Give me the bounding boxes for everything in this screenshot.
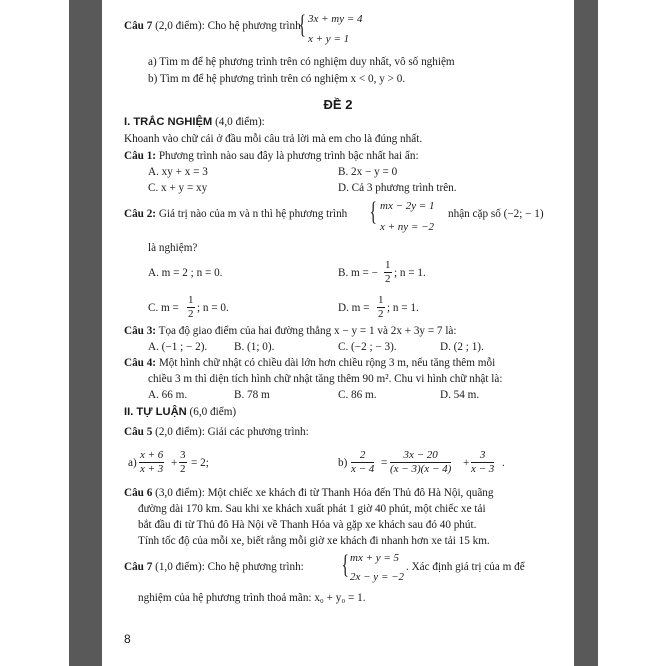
q2-option-b-suffix: ; n = 1. <box>394 267 426 279</box>
page-number: 8 <box>124 632 131 646</box>
q2-text: Giá trị nào của m và n thì hệ phương trình <box>156 208 348 220</box>
q2-option-c-fraction <box>187 294 195 321</box>
fraction-denominator: (x − 3)(x − 4) <box>390 463 452 475</box>
q2-option-c: C. m = <box>148 302 179 314</box>
fraction-denominator: x + 3 <box>140 463 164 475</box>
section1-heading <box>124 116 265 129</box>
document-page <box>102 0 574 666</box>
fraction-denominator: 2 <box>385 273 391 285</box>
brace-icon: { <box>369 197 377 226</box>
q6-line3: bắt đầu đi từ Thủ đô Hà Nội về Thanh Hóa và gặp xe khách sau đó 40 phút. <box>138 519 477 531</box>
q5-a-plus: + <box>171 457 178 469</box>
q5-b-equals: = <box>381 457 388 469</box>
q6-line4: Tính tốc độ của mỗi xe, biết rằng mỗi giờ xe khách đi nhanh hơn xe tải 15 km. <box>138 535 490 547</box>
q4-option-c: C. 86 m. <box>338 389 377 401</box>
prev-q7-label: Câu 7 <box>124 20 153 32</box>
q5-b-fraction3 <box>471 449 494 476</box>
q7-text: (1,0 điểm): Cho hệ phương trình: <box>152 561 304 573</box>
q7-text3: nghiệm của hệ phương trình thoả mãn: x₀ + y₀ = 1. <box>138 592 366 604</box>
q6-line1: (3,0 điểm): Một chiếc xe khách đi từ Thanh Hóa đến Thủ đô Hà Nội, quãng <box>152 487 494 499</box>
fraction-denominator: 2 <box>378 308 384 320</box>
q2 <box>124 208 347 221</box>
q4-label: Câu 4: <box>124 357 157 369</box>
prev-q7-eq2: x + y = 1 <box>308 33 350 45</box>
prev-q7-a: a) Tìm m để hệ phương trình trên có nghiệm duy nhất, vô số nghiệm <box>148 56 455 68</box>
fraction-numerator: 3 <box>471 449 494 463</box>
q7-text2: . Xác định giá trị của m để <box>406 561 525 573</box>
q2-option-d: D. m = <box>338 302 370 314</box>
q2-option-d-fraction <box>377 294 385 321</box>
fraction-numerator: 3x − 20 <box>390 449 451 463</box>
brace-icon: { <box>341 550 349 579</box>
q1-option-c: C. x + y = xy <box>148 182 208 194</box>
exam-title: ĐỀ 2 <box>323 97 353 112</box>
q5-b-label: b) <box>338 457 348 469</box>
q1-option-a: A. xy + x = 3 <box>148 166 208 178</box>
q4-option-d: D. 54 m. <box>440 389 480 401</box>
q1-text: Phương trình nào sau đây là phương trình bậc nhất hai ẩn: <box>156 150 419 162</box>
q6-label: Câu 6 <box>124 487 153 499</box>
q3-label: Câu 3: <box>124 325 157 337</box>
q2-eq1: mx − 2y = 1 <box>380 200 435 212</box>
fraction-denominator: 2 <box>180 463 186 475</box>
q3-text: Tọa độ giao điểm của hai đường thẳng x − y = 1 và 2x + 3y = 7 là: <box>156 325 457 337</box>
fraction-numerator: 1 <box>188 294 194 306</box>
q5-b-fraction2 <box>390 449 451 476</box>
q7 <box>124 561 304 574</box>
q2-option-b: B. m = − <box>338 267 378 279</box>
q3 <box>124 325 457 338</box>
prev-q7-text: (2,0 điểm): Cho hệ phương trình <box>152 20 301 32</box>
right-margin-bar <box>574 0 598 666</box>
q5-text: (2,0 điểm): Giải các phương trình: <box>152 426 309 438</box>
q3-option-d: D. (2 ; 1). <box>440 341 484 353</box>
prev-q7-eq1: 3x + my = 4 <box>308 13 363 25</box>
q2-option-c-suffix: ; n = 0. <box>197 302 229 314</box>
q1-option-d: D. Cả 3 phương trình trên. <box>338 182 457 194</box>
section2-points: (6,0 điểm) <box>186 406 237 418</box>
q3-option-a: A. (−1 ; − 2). <box>148 341 208 353</box>
fraction-denominator: 2 <box>188 308 194 320</box>
section1-instruction: Khoanh vào chữ cái ở đầu mỗi câu trả lời mà em cho là đúng nhất. <box>124 133 423 145</box>
q4-option-a: A. 66 m. <box>148 389 188 401</box>
q5-b-plus: + <box>463 457 470 469</box>
q4-text2: chiều 3 m thì diện tích hình chữ nhật tăng thêm 90 m². Chu vi hình chữ nhật là: <box>148 373 503 385</box>
q5-label: Câu 5 <box>124 426 153 438</box>
section2-label: II. TỰ LUẬN <box>124 406 187 418</box>
fraction-numerator: x + 6 <box>140 449 164 461</box>
q5-a-tail: = 2; <box>191 457 209 469</box>
q2-option-a: A. m = 2 ; n = 0. <box>148 267 223 279</box>
q7-eq1: mx + y = 5 <box>350 552 400 564</box>
q5-a-fraction1 <box>139 449 164 476</box>
q2-text2: nhận cặp số (−2; − 1) <box>448 208 544 220</box>
q7-eq2: 2x − y = −2 <box>350 571 405 583</box>
fraction-denominator: x − 4 <box>351 463 375 475</box>
fraction-numerator: 3 <box>180 449 186 461</box>
q6-line2: đường dài 170 km. Sau khi xe khách xuất phát 1 giờ 40 phút, một chiếc xe tải <box>138 503 486 515</box>
q5-a-label: a) <box>128 457 137 469</box>
q5-a-fraction2 <box>179 449 187 476</box>
fraction-numerator: 2 <box>351 449 374 463</box>
fraction-numerator: 1 <box>385 259 391 271</box>
q4-text: Một hình chữ nhật có chiều dài lớn hơn chiều rộng 3 m, nếu tăng thêm mỗi <box>156 357 496 369</box>
q2-label: Câu 2: <box>124 208 157 220</box>
q5-b-fraction1 <box>351 449 374 476</box>
q2-eq2: x + ny = −2 <box>380 221 435 233</box>
q6 <box>124 487 494 500</box>
q3-option-c: C. (−2 ; − 3). <box>338 341 397 353</box>
q3-option-b: B. (1; 0). <box>234 341 275 353</box>
q7-label: Câu 7 <box>124 561 153 573</box>
section2-heading <box>124 406 236 419</box>
prev-q7-b: b) Tìm m để hệ phương trình trên có nghiệm x < 0, y > 0. <box>148 73 406 85</box>
section1-points: (4,0 điểm): <box>212 116 265 128</box>
section1-label: I. TRẮC NGHIỆM <box>124 116 213 128</box>
q2-text3: là nghiệm? <box>148 242 198 254</box>
q4-option-b: B. 78 m <box>234 389 270 401</box>
q5-b-tail: . <box>502 457 505 469</box>
q1-label: Câu 1: <box>124 150 157 162</box>
q1 <box>124 150 419 163</box>
q2-option-b-fraction <box>384 259 392 286</box>
q4 <box>124 357 495 370</box>
q2-option-d-suffix: ; n = 1. <box>387 302 419 314</box>
brace-icon: { <box>298 10 306 39</box>
left-margin-bar <box>69 0 102 666</box>
fraction-numerator: 1 <box>378 294 384 306</box>
q1-option-b: B. 2x − y = 0 <box>338 166 398 178</box>
prev-q7 <box>124 20 301 33</box>
q5 <box>124 426 309 439</box>
fraction-denominator: x − 3 <box>471 463 495 475</box>
